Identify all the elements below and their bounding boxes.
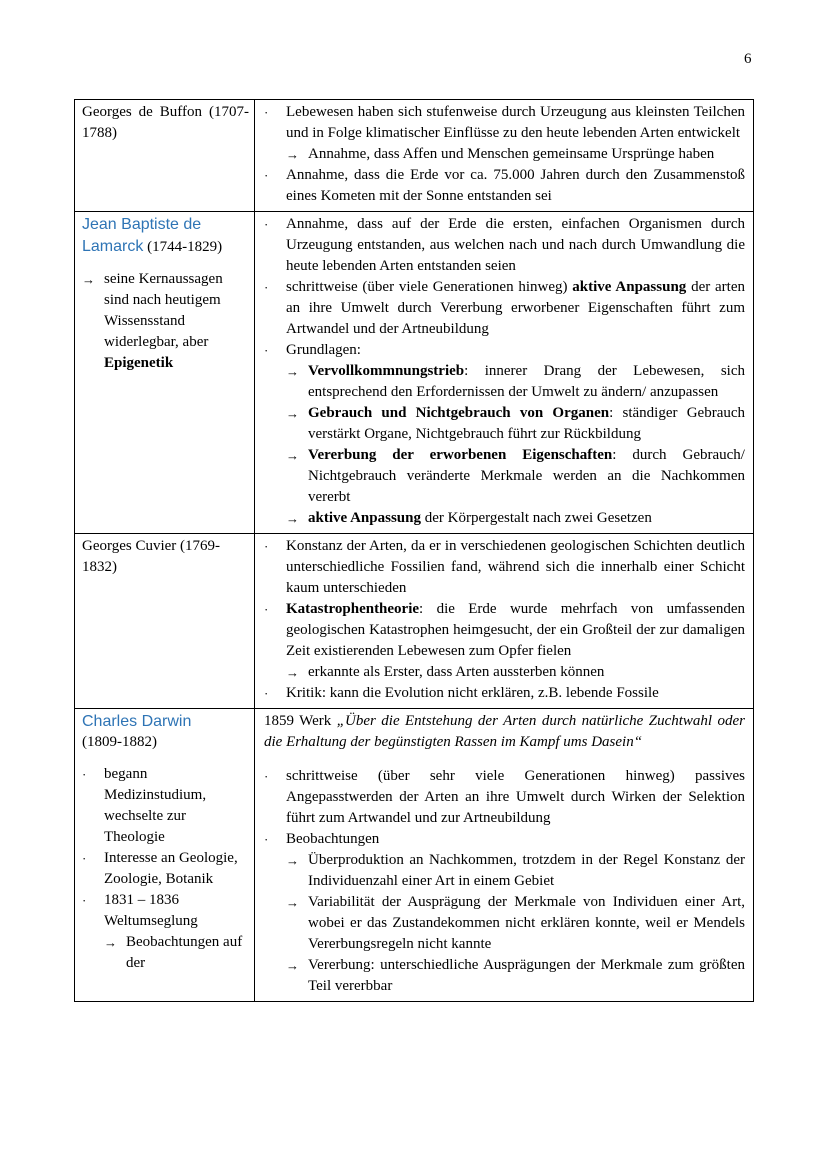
- list-item: → Beobachtungen auf der: [104, 932, 249, 974]
- arrow-right-icon: →: [286, 958, 299, 973]
- bullet-icon: ·: [264, 769, 269, 784]
- bullet-icon: ·: [264, 280, 269, 295]
- bullet-icon: ·: [264, 217, 269, 232]
- list-item: → seine Kernaussagen sind nach heutigem Wissensstand widerlegbar, aber Epigenetik: [82, 269, 249, 374]
- person-name: Jean Baptiste de Lamarck: [82, 216, 202, 255]
- bullet-icon: ·: [264, 105, 269, 120]
- list-item: · Annahme, dass auf der Erde die ersten, einfachen Organismen durch Urzeugung entstanden, aus welchen nach und nach durch Umwandlung die heute lebenden Arten entstanden seien: [264, 214, 745, 277]
- list-item: · Annahme, dass die Erde vor ca. 75.000 Jahren durch den Zusammenstoß eines Kometen mit der Sonne entstanden sei: [264, 165, 745, 207]
- table-row-buffon: [75, 100, 754, 212]
- bullet-icon: ·: [264, 832, 269, 847]
- person-name: Charles Darwin: [82, 713, 192, 730]
- list-item: · Lebewesen haben sich stufenweise durch Urzeugung aus kleinsten Teilchen und in Folge klimatischer Einflüsse zu den heute lebenden Arten entwickelt: [264, 102, 745, 144]
- bullet-icon: ·: [264, 539, 269, 554]
- bullet-icon: ·: [82, 767, 87, 782]
- bullet-icon: ·: [264, 686, 269, 701]
- list-item: · 1831 – 1836 Weltumseglung: [82, 890, 249, 932]
- arrow-right-icon: →: [286, 853, 299, 868]
- person-years: (1744-1829): [147, 239, 223, 255]
- person-heading: [82, 214, 249, 258]
- list-item: · Kritik: kann die Evolution nicht erklären, z.B. lebende Fossile: [264, 683, 745, 704]
- list-item: · begann Medizinstudium, wechselte zur Theologie: [82, 764, 249, 848]
- table-row-lamarck: [75, 212, 754, 534]
- arrow-right-icon: →: [286, 406, 299, 421]
- description-cell-darwin: [255, 709, 754, 1002]
- list-item: · Konstanz der Arten, da er in verschiedenen geologischen Schichten deutlich unterschiedliche Fossilien fand, während sich die innerhalb einer Schicht kaum unterschieden: [264, 536, 745, 599]
- list-item: → erkannte als Erster, dass Arten aussterben können: [286, 662, 745, 683]
- person-cell-buffon: [75, 100, 255, 212]
- list-item: → Überproduktion an Nachkommen, trotzdem in der Regel Konstanz der Individuenzahl einer Art in einem Gebiet: [286, 850, 745, 892]
- arrow-right-icon: →: [104, 935, 117, 950]
- arrow-right-icon: →: [286, 364, 299, 379]
- list-item: · Beobachtungen: [264, 829, 745, 850]
- table-row-cuvier: [75, 534, 754, 709]
- person-cell-darwin: [75, 709, 255, 1002]
- person-name: Georges de Buffon (1707-1788): [82, 104, 249, 141]
- naturalists-table: [74, 99, 754, 1002]
- description-cell-cuvier: [255, 534, 754, 709]
- list-item: → Vererbung der erworbenen Eigenschaften: durch Gebrauch/ Nichtgebrauch veränderte Merkmale werden an die Nachkommen vererbt: [286, 445, 745, 508]
- list-item: → aktive Anpassung der Körpergestalt nach zwei Gesetzen: [286, 508, 745, 529]
- list-item: · Interesse an Geologie, Zoologie, Botanik: [82, 848, 249, 890]
- list-item: · Katastrophentheorie: die Erde wurde mehrfach von umfassenden geologischen Katastrophen heimgesucht, der ein Großteil der zur damaligen Zeit existierenden Lebewesen zum Opfer fielen: [264, 599, 745, 662]
- person-name: Georges Cuvier (1769-1832): [82, 538, 221, 575]
- table-row-darwin: [75, 709, 754, 1002]
- description-cell-buffon: [255, 100, 754, 212]
- arrow-right-icon: →: [82, 272, 95, 287]
- list-item: → Annahme, dass Affen und Menschen gemeinsame Ursprünge haben: [286, 144, 745, 165]
- bullet-icon: ·: [264, 602, 269, 617]
- page-number: 6: [744, 51, 752, 67]
- list-item: · schrittweise (über viele Generationen hinweg) aktive Anpassung der arten an ihre Umwelt durch Vererbung erworbener Eigenschaften führt zum Artwandel und der Artneubildung: [264, 277, 745, 340]
- person-years: (1809-1882): [82, 734, 157, 750]
- arrow-right-icon: →: [286, 895, 299, 910]
- person-cell-lamarck: [75, 212, 255, 534]
- list-item: → Vervollkommnungstrieb: innerer Drang der Lebewesen, sich entsprechend den Erfordernissen der Umwelt zu ändern/ anzupassen: [286, 361, 745, 403]
- description-cell-lamarck: [255, 212, 754, 534]
- arrow-right-icon: →: [286, 448, 299, 463]
- list-item: → Variabilität der Ausprägung der Merkmale von Individuen einer Art, wobei er das Zustandekommen nicht erklären konnte, weil er Mendels Vererbungsregeln nicht kannte: [286, 892, 745, 955]
- arrow-right-icon: →: [286, 147, 299, 162]
- list-item: · schrittweise (über sehr viele Generationen hinweg) passives Angepasstwerden der Arten an ihre Umwelt durch Wirken der Selektion führt zum Artwandel und zur Artneubildung: [264, 766, 745, 829]
- bullet-icon: ·: [264, 343, 269, 358]
- list-item: · Grundlagen:: [264, 340, 745, 361]
- list-item: → Gebrauch und Nichtgebrauch von Organen: ständiger Gebrauch verstärkt Organe, Nichtgebrauch führt zur Rückbildung: [286, 403, 745, 445]
- work-title: 1859 Werk „Über die Entstehung der Arten durch natürliche Zuchtwahl oder die Erhaltung der begünstigten Rassen im Kampf ums Dasein“: [264, 713, 746, 750]
- list-item: → Vererbung: unterschiedliche Ausprägungen der Merkmale zum größten Teil vererbbar: [286, 955, 745, 997]
- bullet-icon: ·: [82, 893, 87, 908]
- bullet-icon: ·: [82, 851, 87, 866]
- arrow-right-icon: →: [286, 665, 299, 680]
- arrow-right-icon: →: [286, 511, 299, 526]
- epigenetik-term: Epigenetik: [104, 355, 174, 371]
- bullet-icon: ·: [264, 168, 269, 183]
- person-cell-cuvier: [75, 534, 255, 709]
